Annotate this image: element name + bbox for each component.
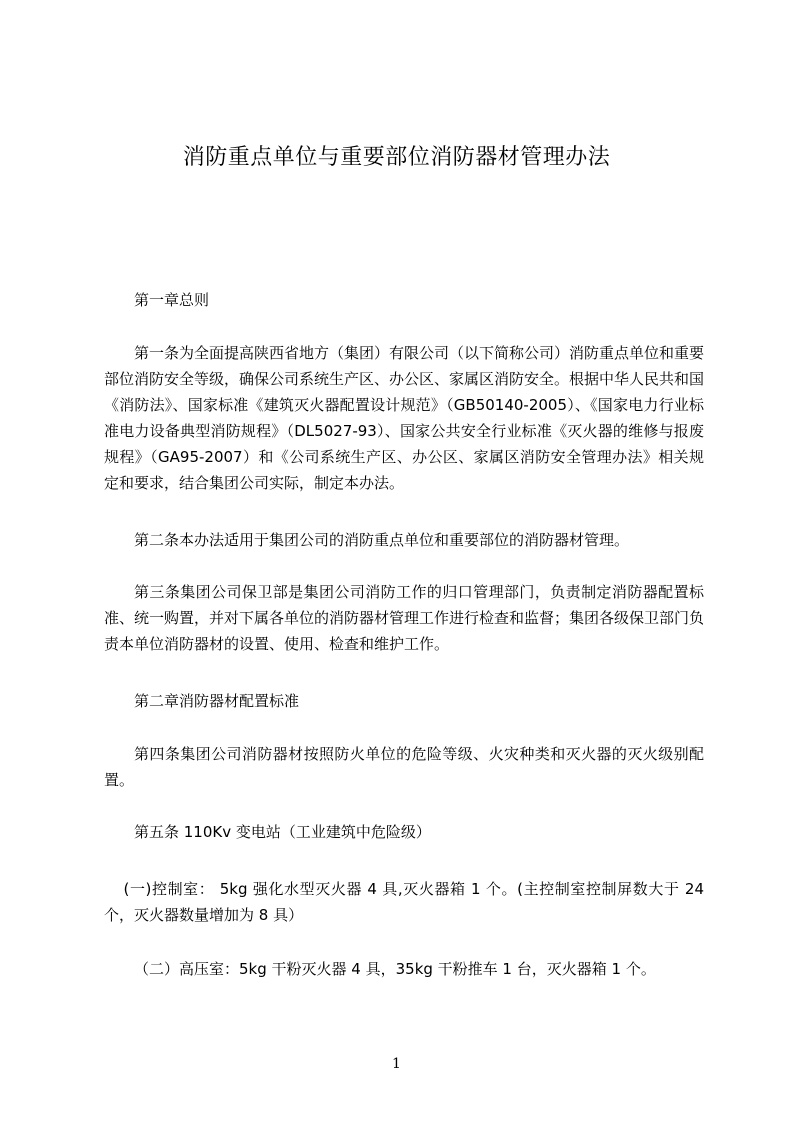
article-5-item-1: (一)控制室： 5kg 强化水型灭火器 4 具,灭火器箱 1 个。(主控制室控制屏数大于 24 个，灭火器数量增加为 8 具） (104, 880, 704, 924)
article-5-item-2: （二）高压室：5kg 干粉灭火器 4 具，35kg 干粉推车 1 台，灭火器箱 1 个。 (134, 960, 656, 978)
article-4-paragraph: 第四条集团公司消防器材按照防火单位的危险等级、火灾种类和灭火器的灭火级别配置。 (104, 745, 704, 789)
article-1-paragraph: 第一条为全面提高陕西省地方（集团）有限公司（以下简称公司）消防重点单位和重要部位消防安全等级，确保公司系统生产区、办公区、家属区消防安全。根据中华人民共和国《消防法》、国家标准《建筑灭火器配置设计规范》（GB50140-2005）、《国家电力行业标准电力设备典型消防规程》（DL5027-93）、国家公共安全行业标准《灭火器的维修与报废规程》（GA95-2007）和《公司系统生产区、办公区、家属区消防安全管理办法》相关规定和要求，结合集团公司实际，制定本办法。 (104, 344, 705, 492)
article-5-paragraph: 第五条 110Kv 变电站（工业建筑中危险级） (134, 823, 431, 841)
chapter-1-heading: 第一章总则 (134, 291, 210, 309)
chapter-2-heading: 第二章消防器材配置标准 (134, 692, 300, 710)
article-2-paragraph: 第二条本办法适用于集团公司的消防重点单位和重要部位的消防器材管理。 (134, 531, 630, 549)
page-number: 1 (392, 1056, 401, 1072)
article-3-paragraph: 第三条集团公司保卫部是集团公司消防工作的归口管理部门，负责制定消防器配置标准、统一购置，并对下属各单位的消防器材管理工作进行检查和监督；集团各级保卫部门负责本单位消防器材的设置、使用、检查和维护工作。 (104, 583, 705, 653)
document-title: 消防重点单位与重要部位消防器材管理办法 (182, 145, 611, 170)
